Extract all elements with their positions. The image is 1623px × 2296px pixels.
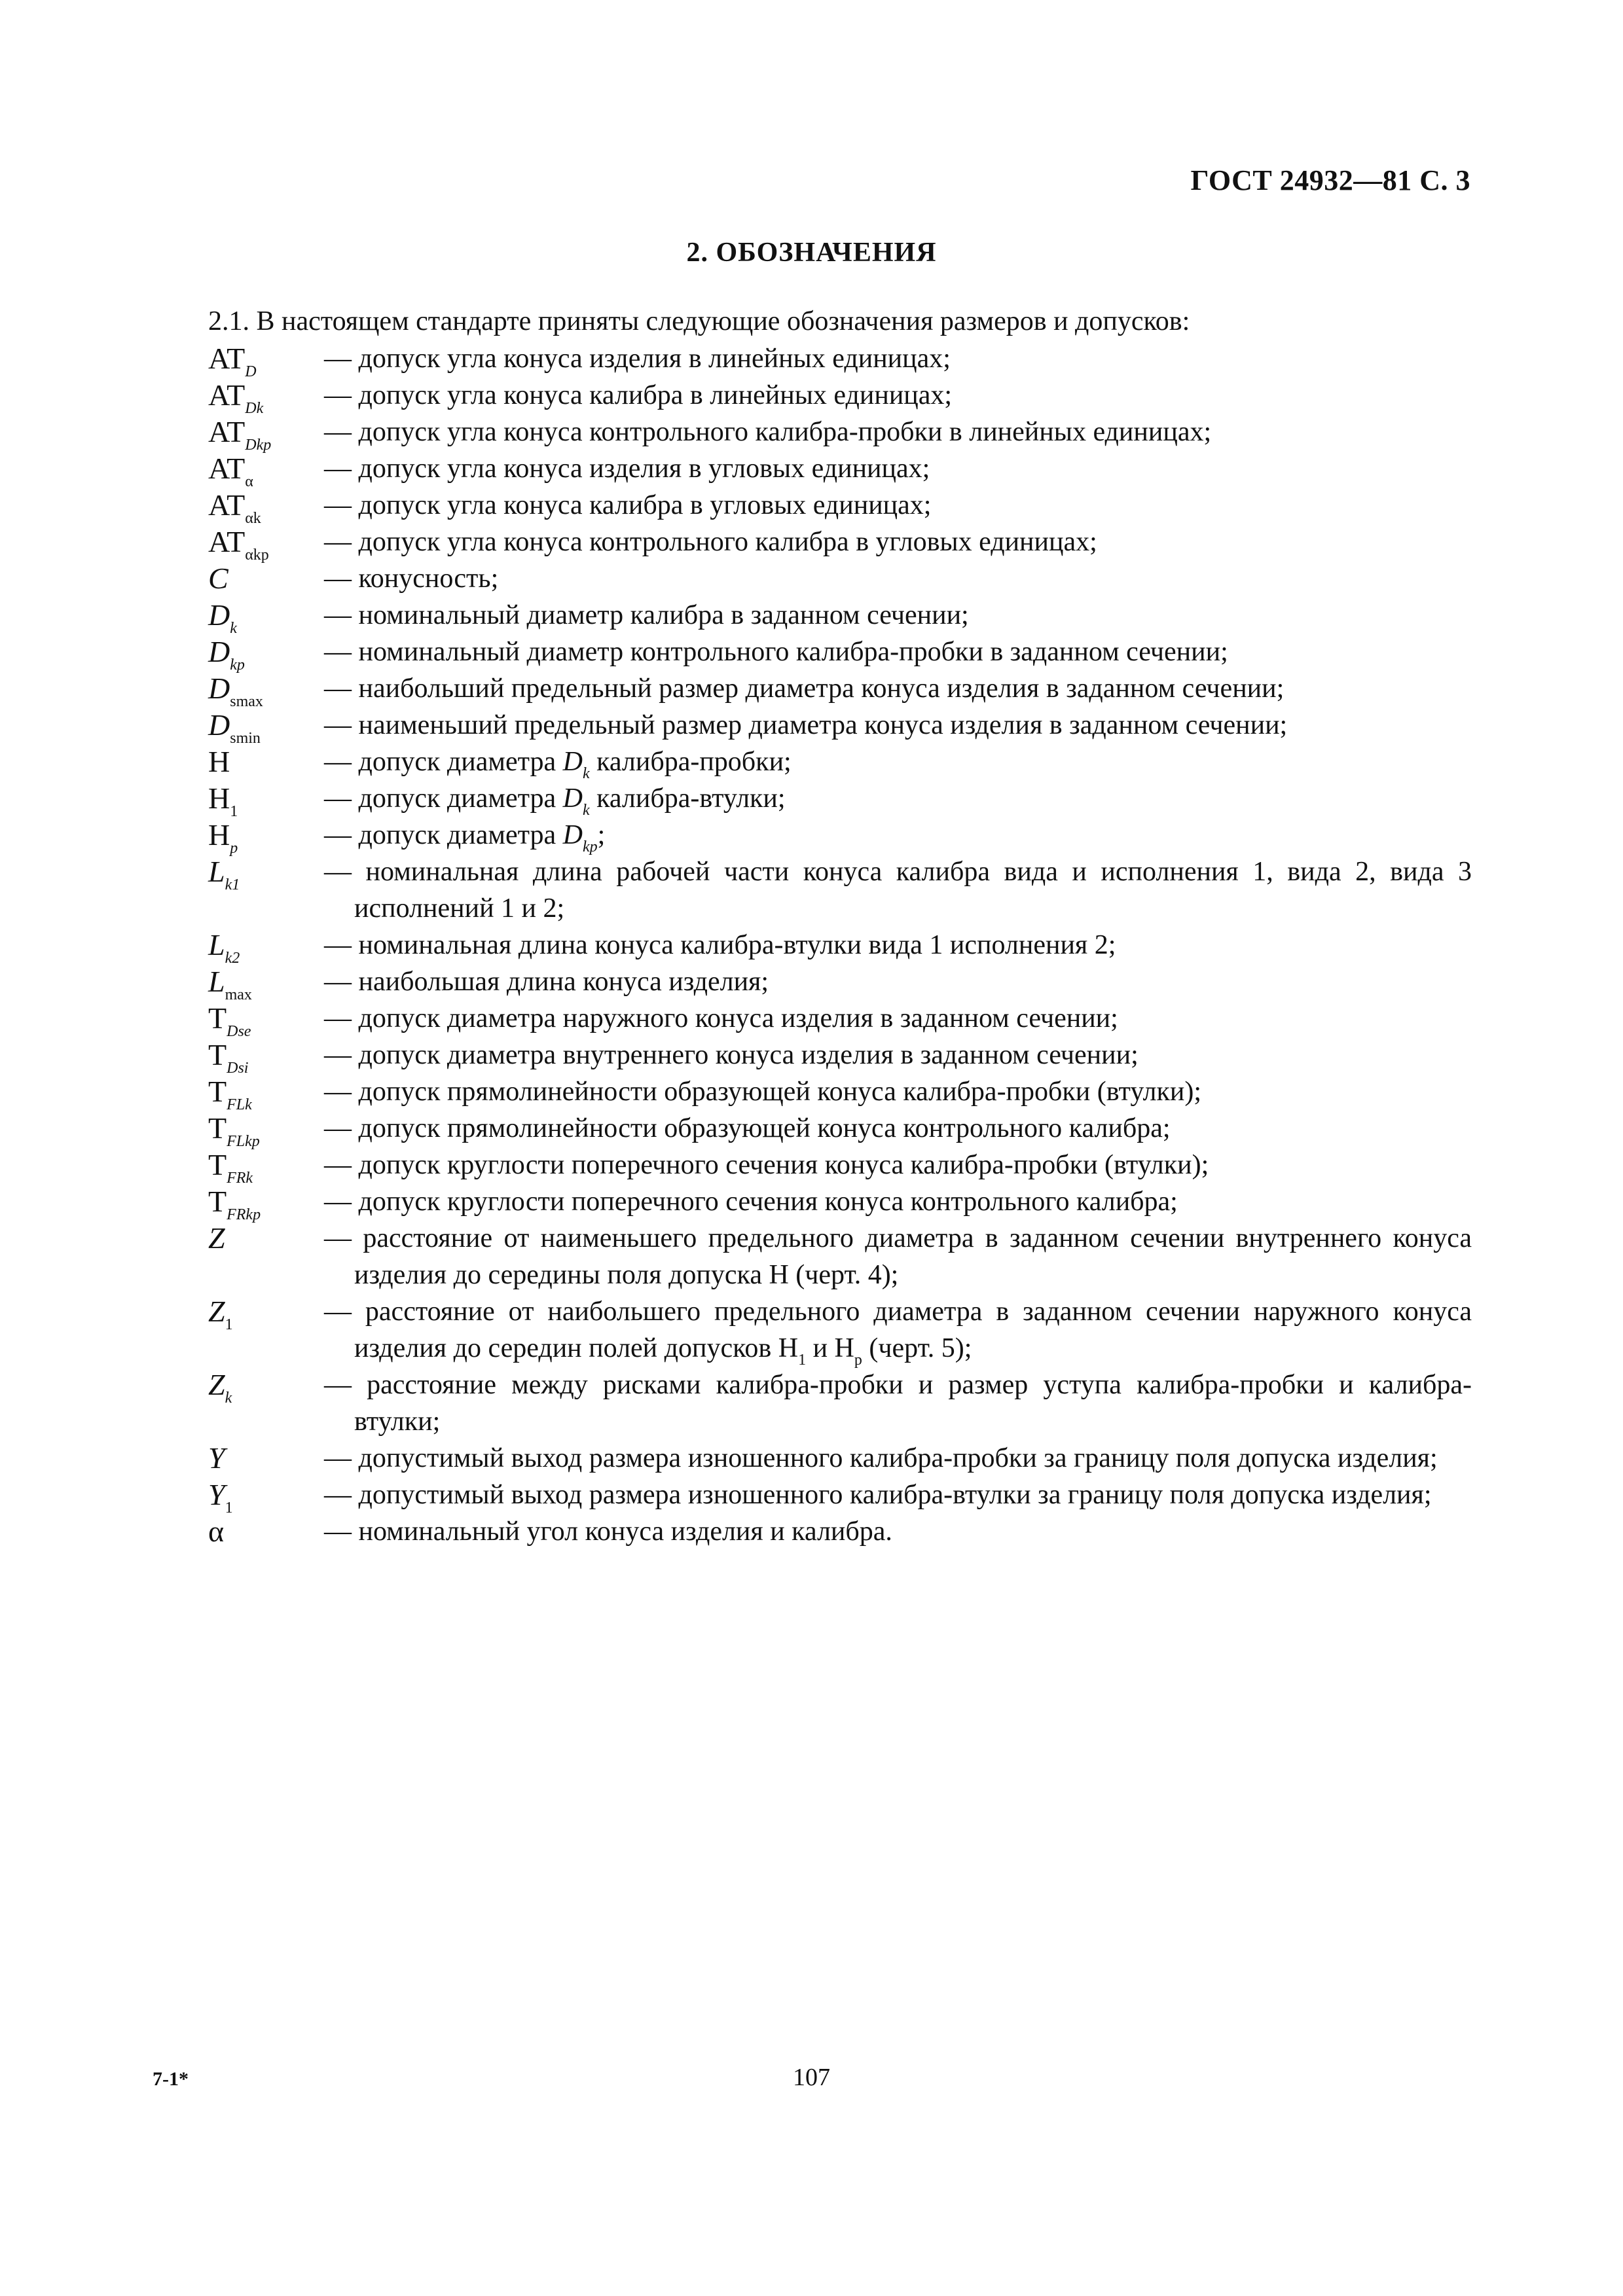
symbol-subscript: Dsi — [227, 1060, 249, 1077]
definition-text: — допуск круглости поперечного сечения конуса контрольного калибра; — [324, 1187, 1178, 1217]
symbol-letter: C — [208, 562, 228, 595]
symbol-subscript: Dkp — [245, 437, 272, 454]
symbol-subscript: D — [245, 363, 257, 380]
definition-symbol — [208, 707, 324, 747]
symbol-letter: D — [208, 672, 230, 705]
definition-text: — конусность; — [324, 564, 499, 594]
definition-text: — допуск прямолинейности образующей конуса контрольного калибра; — [324, 1113, 1171, 1143]
definition-text: — расстояние между рисками калибра-пробки и размер уступа калибра-пробки и калибра-втулки; — [324, 1370, 1472, 1437]
definition-symbol — [208, 450, 324, 490]
symbol-letter: T — [208, 1148, 227, 1181]
definition-row — [208, 1110, 1472, 1150]
definition-symbol — [208, 597, 324, 637]
definition-text: — допуск диаметра $D_k$ калибра-втулки; — [324, 783, 786, 819]
definition-symbol — [208, 780, 324, 820]
symbol-letter: Z — [208, 1221, 225, 1255]
definition-row — [208, 963, 1472, 1003]
definition-text: — наименьший предельный размер диаметра конуса изделия в заданном сечении; — [324, 710, 1288, 740]
definition-row — [208, 450, 1472, 490]
symbol-subscript: α — [245, 473, 253, 490]
definition-text: — допустимый выход размера изношенного калибра-втулки за границу поля допуска изделия; — [324, 1480, 1432, 1510]
definition-symbol — [208, 1147, 324, 1187]
definition-text: — расстояние от наибольшего предельного диаметра в заданном сечении наружного конуса изделия до середин полей допусков $H_1$ и $H_p$ (черт. 5); — [324, 1297, 1472, 1369]
symbol-subscript: 1 — [225, 1499, 233, 1516]
definition-row — [208, 927, 1472, 967]
definition-row — [208, 1073, 1472, 1113]
definition-text: — номинальная длина конуса калибра-втулки вида 1 исполнения 2; — [324, 930, 1116, 960]
definition-row — [208, 1293, 1472, 1367]
symbol-letter: Y — [208, 1478, 225, 1511]
definition-text: — допуск угла конуса контрольного калибра в угловых единицах; — [324, 527, 1097, 557]
definition-symbol — [208, 744, 324, 780]
symbol-subscript: smax — [230, 693, 263, 710]
symbol-letter: D — [208, 598, 230, 632]
symbol-letter: D — [208, 635, 230, 668]
definition-symbol — [208, 1000, 324, 1040]
definition-symbol — [208, 634, 324, 673]
definition-symbol — [208, 1073, 324, 1113]
definition-text: — номинальная длина рабочей части конуса калибра вида и исполнения 1, вида 2, вида 3 исполнений 1 и 2; — [324, 857, 1472, 924]
symbol-letter: H — [208, 818, 230, 852]
symbol-letter: Y — [208, 1441, 225, 1475]
definition-symbol — [208, 524, 324, 564]
symbol-subscript: kp — [230, 656, 245, 673]
symbol-subscript: p — [230, 840, 238, 857]
symbol-letter: H — [208, 745, 230, 778]
symbol-subscript: Dse — [227, 1023, 251, 1040]
symbol-subscript: 1 — [230, 803, 238, 820]
definition-row — [208, 707, 1472, 747]
definition-row — [208, 377, 1472, 417]
definition-text: — допуск круглости поперечного сечения конуса калибра-пробки (втулки); — [324, 1150, 1209, 1180]
symbol-subscript: k — [225, 1390, 232, 1407]
symbol-letter: H — [208, 781, 230, 815]
symbol-letter: AT — [208, 452, 246, 485]
definition-text: — номинальный диаметр контрольного калибра-пробки в заданном сечении; — [324, 637, 1228, 667]
definition-text: — допуск прямолинейности образующей конуса калибра-пробки (втулки); — [324, 1077, 1202, 1107]
definition-row — [208, 744, 1472, 780]
definition-symbol — [208, 963, 324, 1003]
definition-symbol — [208, 670, 324, 710]
symbol-subscript: k2 — [225, 950, 240, 967]
symbol-letter: D — [208, 708, 230, 742]
symbol-letter: T — [208, 1111, 227, 1145]
symbol-letter: AT — [208, 378, 246, 412]
symbol-letter: L — [208, 855, 225, 888]
symbol-subscript: FRkp — [227, 1206, 261, 1223]
definition-text: — допуск диаметра $D_k$ калибра-пробки; — [324, 747, 792, 782]
definition-text: — допуск угла конуса калибра в линейных единицах; — [324, 380, 953, 410]
definition-symbol — [208, 1367, 324, 1407]
section-title: 2. ОБОЗНАЧЕНИЯ — [686, 238, 937, 268]
symbol-letter: AT — [208, 415, 246, 448]
definition-text: — номинальный угол конуса изделия и калибра. — [324, 1516, 892, 1547]
definition-symbol — [208, 817, 324, 857]
symbol-subscript: 1 — [225, 1316, 233, 1333]
definitions-list — [208, 340, 1472, 1550]
definition-symbol — [208, 1220, 324, 1257]
definition-row — [208, 780, 1472, 820]
symbol-subscript: αkp — [245, 547, 269, 564]
definition-text: — допуск угла конуса изделия в угловых единицах; — [324, 454, 930, 484]
symbol-letter: AT — [208, 525, 246, 558]
definition-symbol — [208, 487, 324, 527]
definition-row — [208, 1477, 1472, 1516]
definition-symbol — [208, 414, 324, 454]
definition-text: — наибольший предельный размер диаметра конуса изделия в заданном сечении; — [324, 673, 1285, 704]
symbol-subscript: FRk — [227, 1170, 253, 1187]
symbol-subscript: FLk — [227, 1096, 252, 1113]
definition-row — [208, 1037, 1472, 1077]
symbol-letter: α — [208, 1515, 225, 1548]
definition-row — [208, 1440, 1472, 1477]
symbol-subscript: Dk — [245, 400, 264, 417]
definition-row — [208, 560, 1472, 597]
symbol-letter: T — [208, 1038, 227, 1071]
symbol-subscript: max — [225, 986, 252, 1003]
standard-header: ГОСТ 24932—81 С. 3 — [1190, 164, 1470, 196]
symbol-subscript: FLkp — [227, 1133, 260, 1150]
definition-text: — допуск диаметра наружного конуса изделия в заданном сечении; — [324, 1003, 1118, 1033]
definition-symbol — [208, 377, 324, 417]
definition-symbol — [208, 1477, 324, 1516]
definition-row — [208, 487, 1472, 527]
definition-text: — допуск диаметра $D_{kp}$; — [324, 820, 606, 855]
definition-row — [208, 1220, 1472, 1293]
definition-row — [208, 670, 1472, 710]
symbol-letter: AT — [208, 488, 246, 522]
definition-row — [208, 524, 1472, 564]
definition-text: — допуск угла конуса калибра в угловых единицах; — [324, 490, 932, 520]
symbol-subscript: k — [230, 620, 237, 637]
definition-symbol — [208, 927, 324, 967]
definition-symbol — [208, 1183, 324, 1223]
definition-symbol — [208, 1440, 324, 1477]
definition-row — [208, 1000, 1472, 1040]
symbol-letter: Z — [208, 1368, 225, 1401]
definition-row — [208, 340, 1472, 380]
definition-text: — допуск угла конуса контрольного калибра-пробки в линейных единицах; — [324, 417, 1212, 447]
definition-text: — наибольшая длина конуса изделия; — [324, 967, 769, 997]
definition-row — [208, 414, 1472, 454]
definition-row — [208, 817, 1472, 857]
footer-mark: 7-1* — [153, 2068, 189, 2090]
definition-symbol — [208, 1513, 324, 1550]
symbol-letter: L — [208, 928, 225, 961]
symbol-subscript: k1 — [225, 876, 240, 893]
symbol-letter: Z — [208, 1295, 225, 1328]
definition-symbol — [208, 1110, 324, 1150]
intro-paragraph: 2.1. В настоящем стандарте приняты следующие обозначения размеров и допусков: — [208, 306, 1190, 336]
definition-row — [208, 1183, 1472, 1223]
symbol-subscript: αk — [245, 510, 261, 527]
definition-row — [208, 1367, 1472, 1440]
definition-row — [208, 1513, 1472, 1550]
definition-text: — допуск угла конуса изделия в линейных единицах; — [324, 344, 951, 374]
definition-row — [208, 1147, 1472, 1187]
symbol-letter: T — [208, 1185, 227, 1218]
symbol-letter: T — [208, 1001, 227, 1035]
definition-text: — расстояние от наименьшего предельного диаметра в заданном сечении внутреннего конуса изделия до середины поля допуска H (черт. 4); — [324, 1223, 1472, 1290]
definition-text: — допуск диаметра внутреннего конуса изделия в заданном сечении; — [324, 1040, 1139, 1070]
definition-symbol — [208, 853, 324, 893]
definition-symbol — [208, 1037, 324, 1077]
definition-row — [208, 634, 1472, 673]
symbol-letter: AT — [208, 342, 246, 375]
definition-text: — номинальный диаметр калибра в заданном сечении; — [324, 600, 969, 630]
symbol-letter: L — [208, 965, 225, 998]
page-number: 107 — [793, 2064, 830, 2091]
definition-symbol — [208, 340, 324, 380]
symbol-letter: T — [208, 1075, 227, 1108]
definition-symbol — [208, 560, 324, 597]
definition-row — [208, 853, 1472, 927]
definition-text: — допустимый выход размера изношенного калибра-пробки за границу поля допуска изделия; — [324, 1443, 1438, 1473]
symbol-subscript: smin — [230, 730, 261, 747]
definition-symbol — [208, 1293, 324, 1333]
definition-row — [208, 597, 1472, 637]
